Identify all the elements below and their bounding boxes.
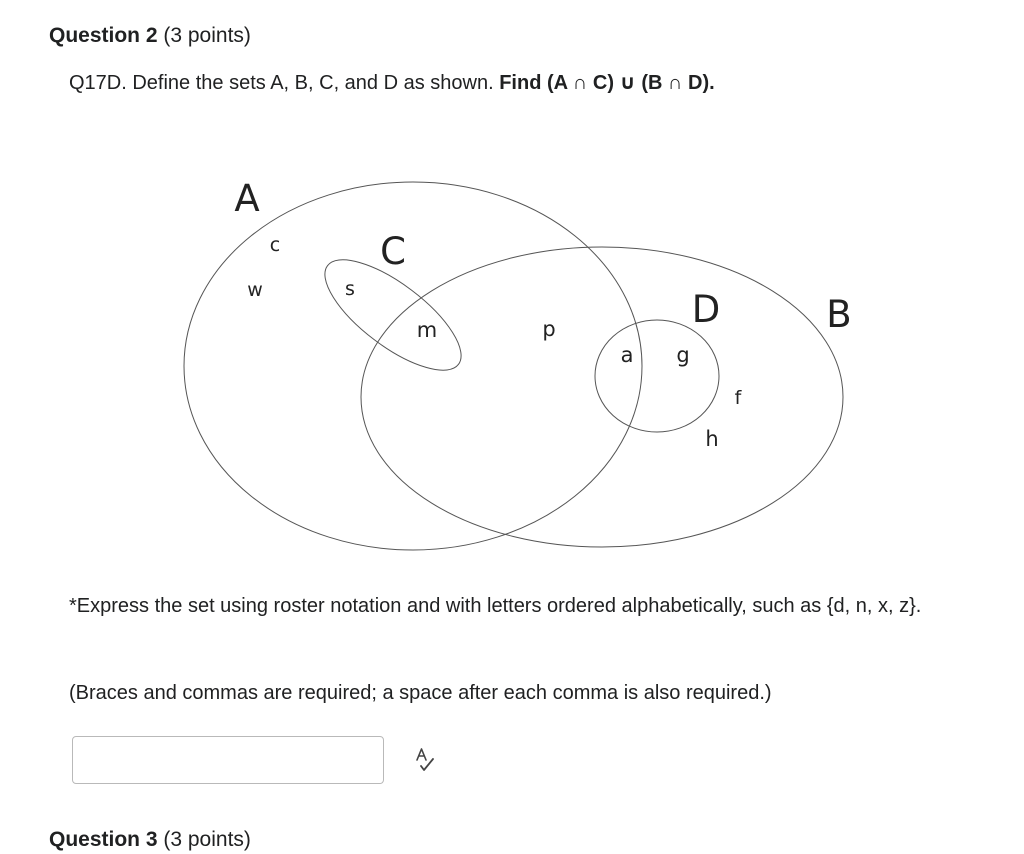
element-f: f <box>734 387 742 409</box>
next-question-heading <box>49 826 251 854</box>
set-d-ellipse <box>595 320 719 432</box>
prompt-task: Find (A ∩ C) ∪ (B ∩ D). <box>499 72 715 94</box>
spellcheck-icon[interactable] <box>413 747 437 773</box>
element-a: a <box>620 343 634 367</box>
answer-input[interactable] <box>72 736 384 784</box>
element-w: w <box>247 279 263 301</box>
element-h: h <box>705 427 719 451</box>
element-p: p <box>542 317 556 341</box>
prompt-text: Q17D. Define the sets A, B, C, and D as shown. <box>69 72 500 94</box>
roster-notation-note: *Express the set using roster notation and with letters ordered alphabetically, such as {d, n, x, z}. <box>69 595 922 617</box>
question-points: (3 points) <box>163 24 251 47</box>
set-a-ellipse <box>184 182 642 550</box>
next-question-title: Question 3 <box>49 828 158 851</box>
set-b-ellipse <box>361 247 843 547</box>
element-g: g <box>676 343 690 367</box>
set-d-label: D <box>691 288 721 331</box>
set-a-label: A <box>234 177 260 220</box>
element-c: c <box>269 234 281 256</box>
braces-commas-note: (Braces and commas are required; a space after each comma is also required.) <box>69 682 772 704</box>
question-title: Question 2 <box>49 24 158 47</box>
element-s: s <box>345 278 355 300</box>
set-b-label: B <box>826 293 852 336</box>
set-c-label: C <box>380 230 406 273</box>
next-question-points: (3 points) <box>163 828 251 851</box>
element-m: m <box>416 318 438 342</box>
